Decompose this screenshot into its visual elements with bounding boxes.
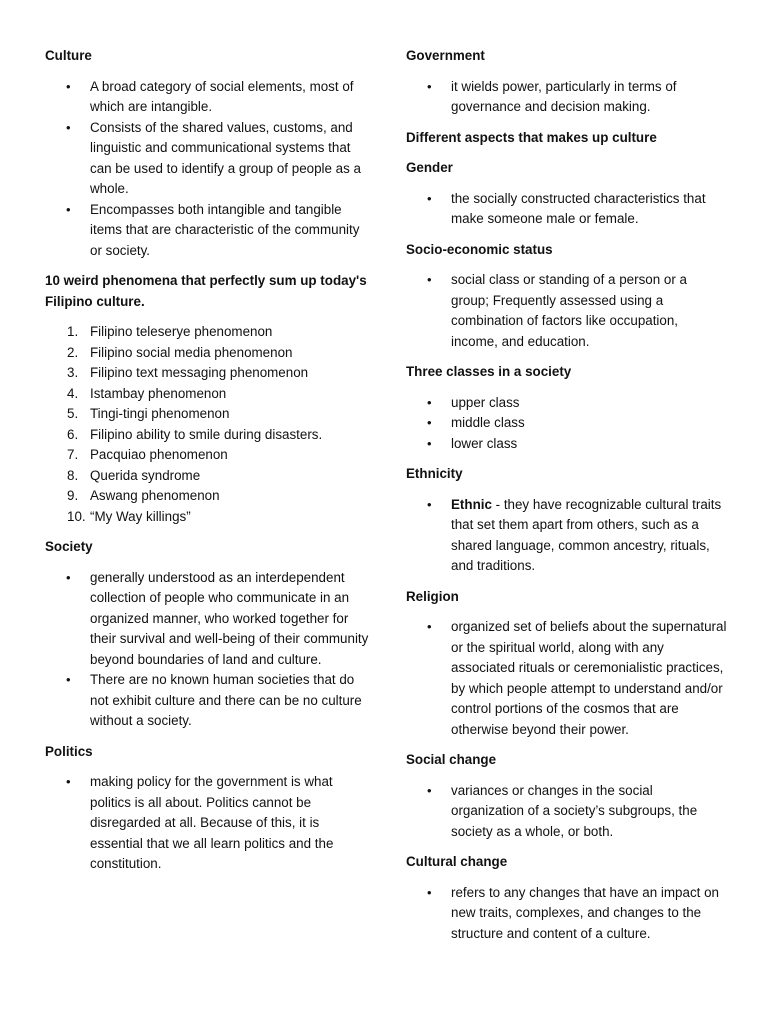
right-column (406, 46, 728, 954)
religion-list (406, 617, 728, 740)
social-change-list (406, 781, 728, 843)
list-text: Tingi-tingi phenomenon (90, 406, 230, 421)
list-item: • it wields power, particularly in terms of governance and decision making. (406, 77, 728, 118)
list-item: • A broad category of social elements, most of which are intangible. (45, 77, 370, 118)
section-heading-religion: Religion (406, 588, 459, 604)
list-number: 5. (67, 406, 79, 421)
list-item (45, 425, 370, 446)
list-number: 7. (67, 447, 79, 462)
section-heading-cultural-change: Cultural change (406, 854, 508, 869)
list-item (45, 322, 370, 343)
culture-list (45, 77, 370, 262)
list-number: 10. (67, 508, 86, 524)
section-heading-socio-economic-status: Socio-economic status (406, 241, 553, 257)
phenomena-list (45, 322, 370, 527)
list-text: Filipino teleserye phenomenon (90, 324, 273, 339)
list-item: • Encompasses both intangible and tangible items that are characteristic of the community or society. (45, 200, 370, 262)
list-text: Filipino social media phenomenon (90, 344, 293, 360)
section-heading-culture: Culture (45, 48, 92, 63)
list-item (45, 343, 370, 364)
list-text: Pacquiao phenomenon (90, 447, 228, 462)
list-item: • There are no known human societies that do not exhibit culture and there can be no culture without a society. (45, 670, 370, 732)
term-ethnic: Ethnic (451, 496, 492, 512)
list-number: 6. (67, 426, 79, 442)
list-number: 1. (67, 324, 79, 339)
cultural-change-list (406, 883, 728, 945)
list-item (45, 507, 370, 528)
ethnicity-list (406, 495, 728, 577)
list-item (45, 384, 370, 405)
section-heading-government: Government (406, 48, 485, 63)
list-item (45, 466, 370, 487)
left-column (45, 46, 370, 885)
list-item (45, 363, 370, 384)
list-text: Filipino text messaging phenomenon (90, 365, 309, 380)
list-item: • social class or standing of a person or a group; Frequently assessed using a combination of factors like occupation, income, and education. (406, 270, 728, 352)
list-text: Querida syndrome (90, 467, 201, 483)
list-item: • organized set of beliefs about the supernatural or the spiritual world, along with any associated rituals or ceremonialistic practices, by which people attempt to understand and/or control portions of the cosmos that are otherwise beyond their power. (406, 617, 728, 740)
list-text: Istambay phenomenon (90, 385, 227, 401)
list-item (45, 404, 370, 425)
section-heading-gender: Gender (406, 160, 453, 175)
list-item (406, 495, 728, 577)
list-number: 3. (67, 365, 79, 380)
government-list (406, 77, 728, 118)
classes-list (406, 393, 728, 455)
list-item: • Consists of the shared values, customs, and linguistic and communicational systems that can be used to identify a group of people as a whole. (45, 118, 370, 200)
section-heading-three-classes: Three classes in a society (406, 364, 572, 379)
list-item: • making policy for the government is what politics is all about. Politics cannot be disregarded at all. Because of this, it is essential that we all learn politics and the constitution. (45, 772, 370, 875)
gender-list (406, 189, 728, 230)
ethnic-definition: - they have recognizable cultural traits that set them apart from others, such as a shared language, common ancestry, rituals, and traditions. (451, 496, 722, 573)
list-item: • upper class (406, 393, 728, 414)
politics-list (45, 772, 370, 875)
section-heading-weird-phenomena: 10 weird phenomena that perfectly sum up today's Filipino culture. (45, 273, 367, 309)
list-item: • middle class (406, 413, 728, 434)
list-number: 9. (67, 488, 79, 503)
section-heading-society: Society (45, 539, 93, 554)
list-item: • generally understood as an interdependent collection of people who communicate in an organized manner, who worked together for their survival and well-being of their community beyond boundaries of land and culture. (45, 568, 370, 671)
list-number: 8. (67, 467, 79, 483)
section-heading-politics: Politics (45, 743, 93, 759)
list-item: • the socially constructed characteristics that make someone male or female. (406, 189, 728, 230)
list-item (45, 445, 370, 466)
list-number: 2. (67, 344, 79, 360)
section-heading-aspects: Different aspects that makes up culture (406, 129, 657, 145)
section-heading-ethnicity: Ethnicity (406, 466, 463, 481)
society-list (45, 568, 370, 732)
list-item: • lower class (406, 434, 728, 455)
list-text: Filipino ability to smile during disasters. (90, 426, 323, 442)
list-item: • variances or changes in the social organization of a society’s subgroups, the society as a whole, or both. (406, 781, 728, 843)
list-text: Aswang phenomenon (90, 488, 220, 503)
list-number: 4. (67, 385, 79, 401)
list-item: • refers to any changes that have an impact on new traits, complexes, and changes to the structure and content of a culture. (406, 883, 728, 945)
ses-list (406, 270, 728, 352)
list-item (45, 486, 370, 507)
section-heading-social-change: Social change (406, 752, 497, 767)
list-text: “My Way killings” (90, 508, 191, 524)
